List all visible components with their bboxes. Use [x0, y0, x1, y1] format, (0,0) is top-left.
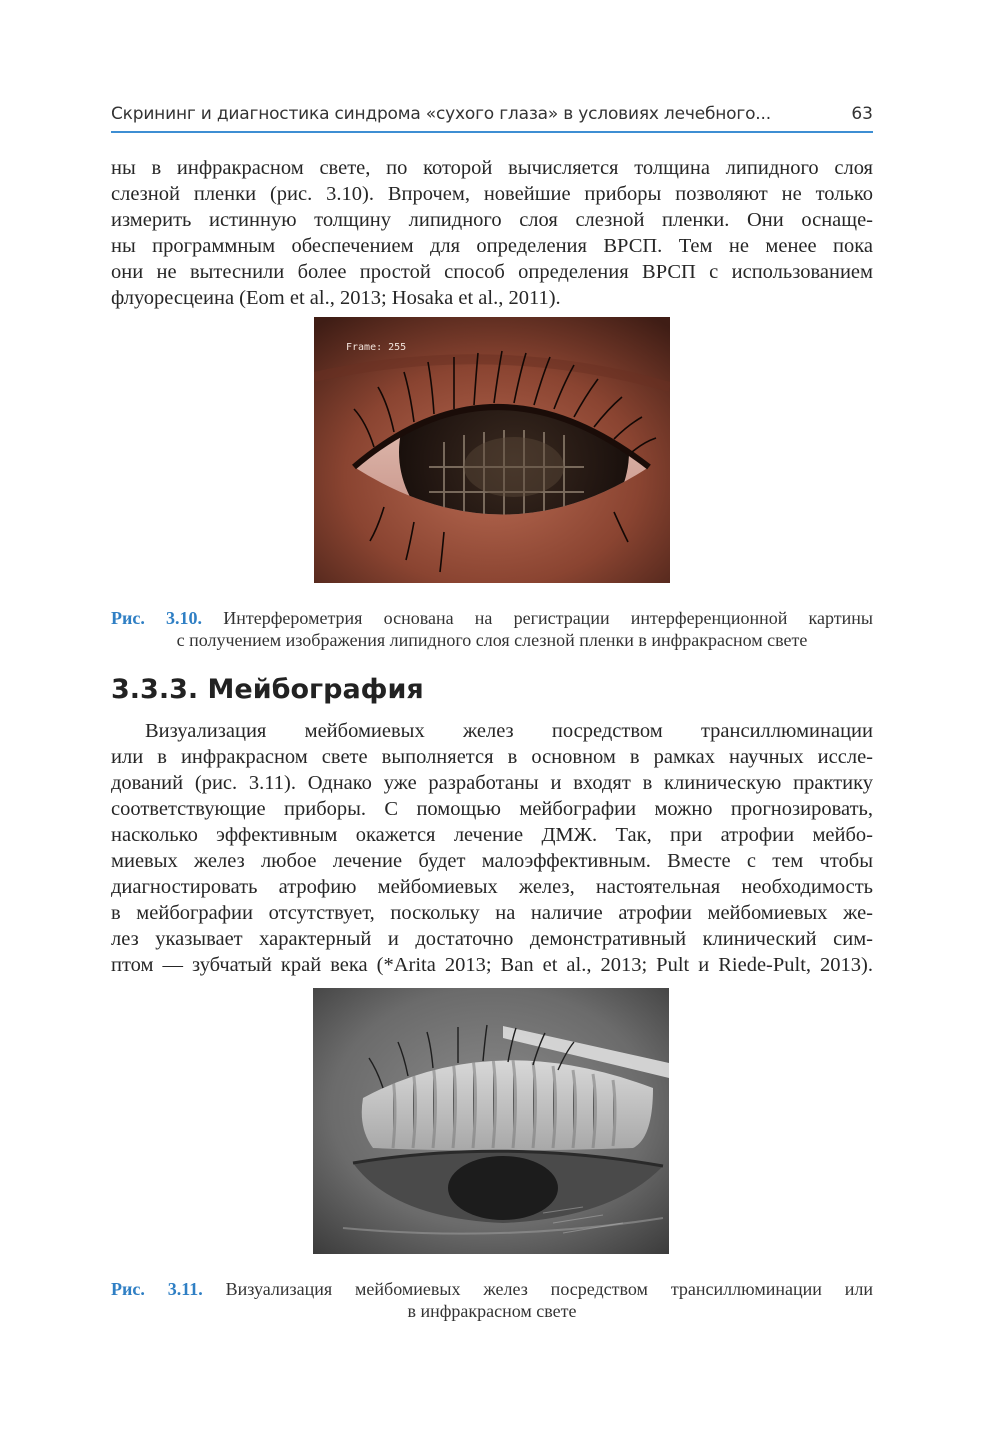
text-line: слезной пленки (рис. 3.10). Впрочем, новейшие приборы позволяют не только: [111, 183, 873, 205]
section-heading: 3.3.3. Мейбография: [111, 674, 424, 705]
caption-text: Визуализация мейбомиевых желез посредством трансиллюминации или: [225, 1279, 873, 1299]
page-number: 63: [851, 104, 873, 124]
text-line: миевых желез любое лечение будет малоэффективным. Вместе с тем чтобы: [111, 850, 873, 872]
figure-meibography: [313, 988, 669, 1254]
paragraph-1: [111, 155, 873, 311]
text-line: измерить истинную толщину липидного слоя слезной пленки. Они оснаще-: [111, 209, 873, 231]
text-line: в мейбографии отсутствует, поскольку на наличие атрофии мейбомиевых же-: [111, 902, 873, 924]
running-header-title: Скрининг и диагностика синдрома «сухого глаза» в условиях лечебного...: [111, 104, 771, 124]
caption-label: Рис. 3.11.: [111, 1279, 203, 1299]
caption-line: [111, 607, 873, 629]
caption-line: с получением изображения липидного слоя слезной пленки в инфракрасном свете: [176, 630, 808, 650]
header-rule: [111, 131, 873, 133]
text-line: ны в инфракрасном свете, по которой вычисляется толщина липидного слоя: [111, 157, 873, 179]
text-line: соответствующие приборы. С помощью мейбографии можно прогнозировать,: [111, 798, 873, 820]
text-line: лез указывает характерный и достаточно демонстративный клинический сим-: [111, 928, 873, 950]
paragraph-2: [111, 718, 873, 978]
text-line: насколько эффективным окажется лечение ДМЖ. Так, при атрофии мейбо-: [111, 824, 873, 846]
caption-text: Интерферометрия основана на регистрации интерференционной картины: [223, 608, 873, 628]
text-line: дований (рис. 3.11). Однако уже разработаны и входят в клиническую практику: [111, 772, 873, 794]
text-line: Визуализация мейбомиевых желез посредством трансиллюминации: [145, 720, 873, 742]
figure-interferometry-eye: [314, 317, 670, 583]
frame-overlay-label: Frame: 255: [346, 342, 407, 353]
eye-infrared-image: [314, 317, 670, 583]
running-header: [111, 104, 873, 134]
caption-line: [111, 1278, 873, 1300]
text-line: диагностировать атрофию мейбомиевых желез, настоятельная необходимость: [111, 876, 873, 898]
text-line: они не вытеснили более простой способ определения ВРСП с использованием: [111, 261, 873, 283]
caption-label: Рис. 3.10.: [111, 608, 203, 628]
text-line: или в инфракрасном свете выполняется в основном в рамках научных иссле-: [111, 746, 873, 768]
text-line: флуоресцеина (Eom et al., 2013; Hosaka et al., 2011).: [111, 287, 561, 309]
text-line: птом — зубчатый край века (*Arita 2013; Ban et al., 2013; Pult и Riede-Pult, 2013).: [111, 954, 873, 976]
figure-caption-3-11: [111, 1278, 873, 1322]
figure-caption-3-10: [111, 607, 873, 651]
text-line: ны программным обеспечением для определения ВРСП. Тем не менее пока: [111, 235, 873, 257]
caption-line: в инфракрасном свете: [407, 1301, 577, 1321]
meibography-image: [313, 988, 669, 1254]
